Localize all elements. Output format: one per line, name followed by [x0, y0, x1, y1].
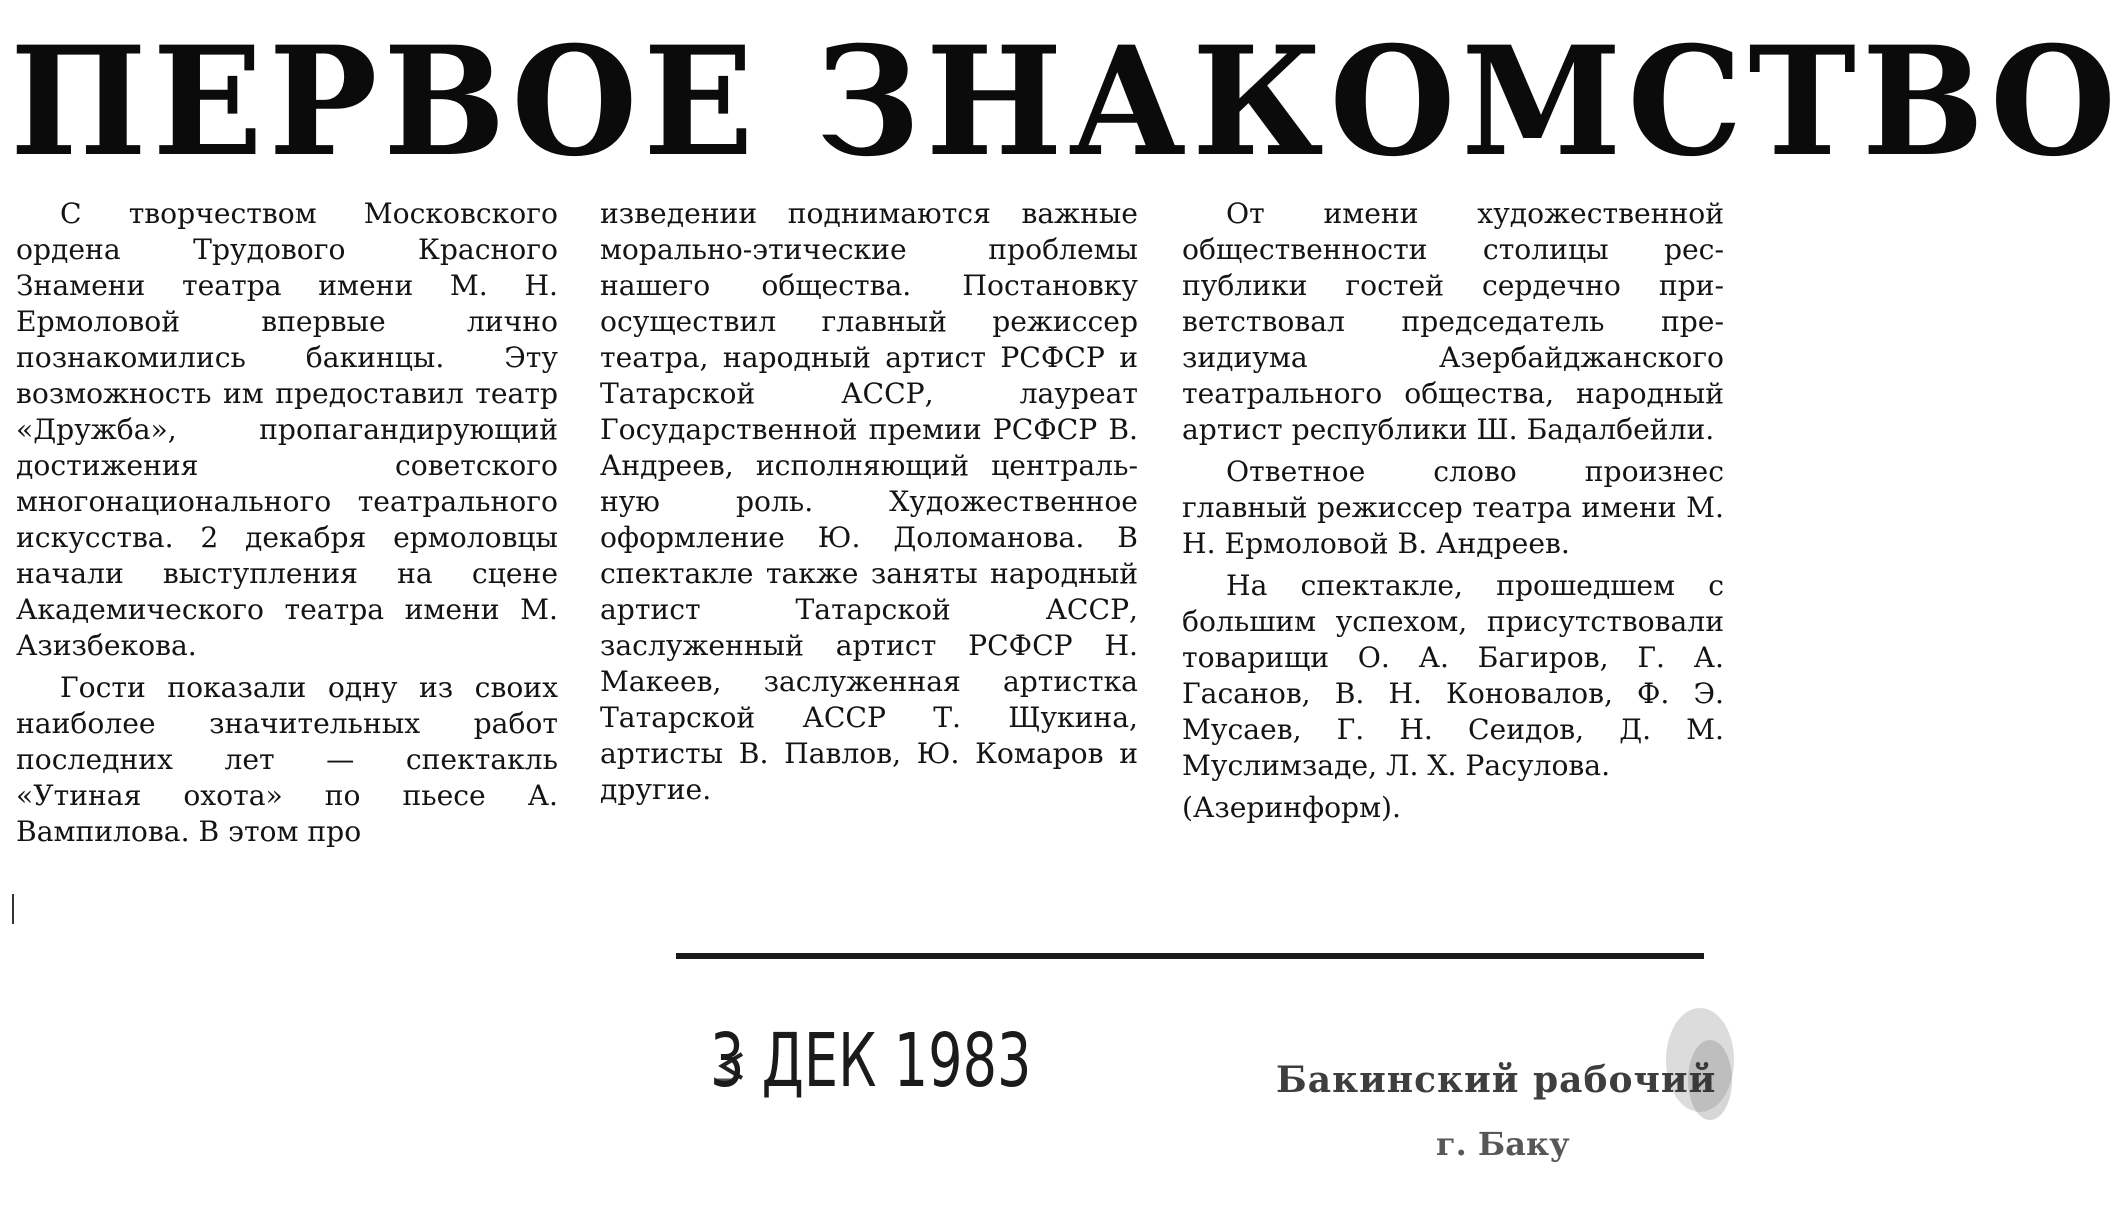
newspaper-city: г. Баку [1436, 1125, 1570, 1163]
source-stamp [1270, 1058, 1740, 1198]
paragraph: Ответное слово произнес главный режиссер театра имени М. Н. Ермоловой В. Андреев. [1182, 455, 1724, 560]
margin-mark [12, 894, 14, 924]
article-column-3 [1182, 196, 1724, 832]
article-headline: ПЕРВОЕ ЗНАКОМСТВО [10, 14, 2122, 190]
paragraph: изведении поднимаются важные морально-этические проблемы нашего общества. Постановку осуществил главный режиссер театра, народный артист РСФСР и Татарской АССР, лауреат Государственной премии РСФСР В. Андреев, исполняющий центральную роль. Художественное оформление Ю. Доломанова. В спектакле также заняты народный артист Татарской АССР, заслуженный артист РСФСР Н. Макеев, заслуженная артистка Татарской АССР Т. Щукина, артисты В. Павлов, Ю. Комаров и другие. [600, 197, 1138, 806]
article-column-1 [16, 196, 558, 856]
date-stamp: 3 ДЕК 1983 [710, 1017, 1032, 1104]
paragraph: На спектакле, прошедшем с большим успехом, присутствовали товарищи О. А. Багиров, Г. А. Гасанов, В. Н. Коновалов, Ф. Э. Мусаев, Г. Н. Сеидов, Д. М. Муслимзаде, Л. Х. Расулова. [1182, 569, 1724, 782]
source-signature: (Азеринформ). [1182, 791, 1401, 824]
paragraph: Гости показали одну из своих наиболее значительных работ последних лет — спектакль «Утиная охота» по пьесе А. Вампилова. В этом про [16, 671, 558, 848]
separator-rule [676, 953, 1704, 959]
paragraph: С творчеством Московского ордена Трудового Красного Знамени театра имени М. Н. Ермоловой впервые лично познакомились бакинцы. Эту возможность им предоставил театр «Дружба», пропагандирующий достижения советского многонационального театрального искусства. 2 декабря ермоловцы начали выступления на сцене Академического театра имени М. Азизбекова. [16, 197, 558, 662]
paragraph: От имени художественной общественности столицы республики гостей сердечно приветствовал председатель президиума Азербайджанского театрального общества, народный артист республики Ш. Бадалбейли. [1182, 197, 1724, 446]
article-column-2 [600, 196, 1138, 814]
newspaper-name: Бакинский рабочий [1276, 1059, 1717, 1101]
